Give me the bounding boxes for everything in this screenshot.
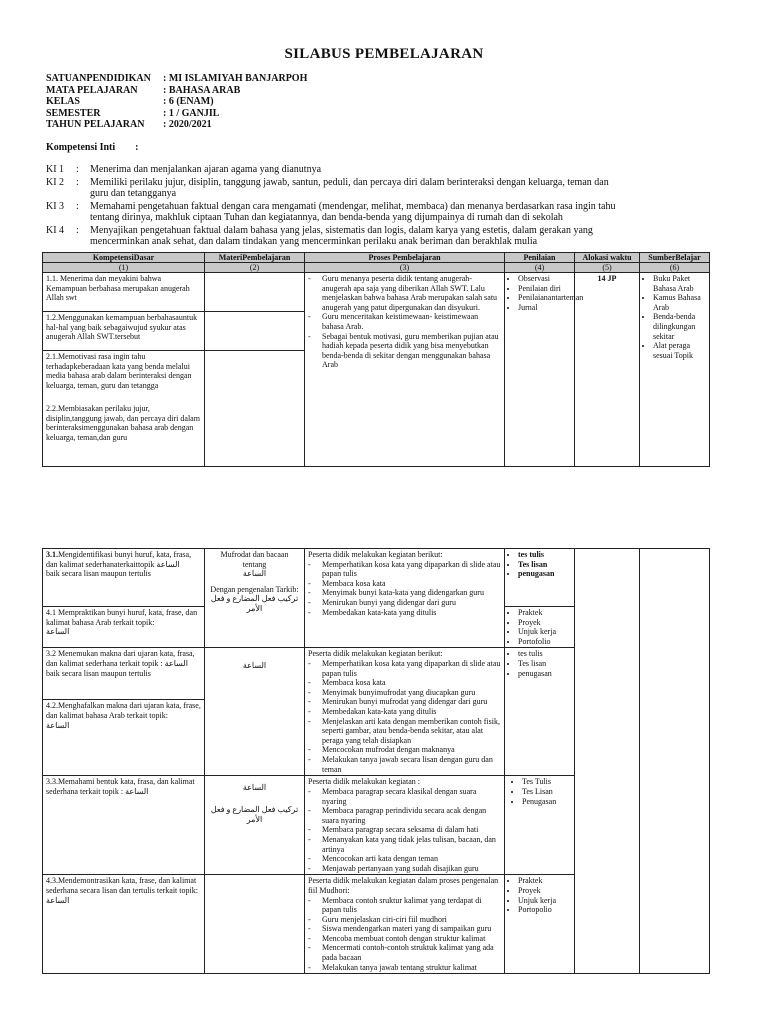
ki-number: KI 2 (46, 176, 65, 188)
identity-value: : MI ISLAMIYAH BANJARPOH (163, 73, 308, 84)
list-item: - Mencermati contoh-contoh struktuk kalimat yang ada pada bacaan (308, 943, 501, 962)
list-item: • Portopolio (518, 905, 571, 915)
ki-colon: : (76, 176, 79, 188)
ki-colon: : (76, 164, 79, 175)
column-header: KompetensiDasar (43, 253, 205, 263)
ki-number: KI 3 (46, 200, 65, 212)
kd-text: 4.3.Mendemontrasikan kata, frase, dan kalimat sederhana secara lisan dan tertulis terkait topik: (46, 876, 198, 895)
ki-text: Menyajikan pengetahuan faktual dalam bahasa yang jelas, sistematis dan logis, dalam karya yang estetis, dalam gerakan yang mencerminkan anak sehat, dan dalam tindakan yang mencerminkan perilaku anak beriman dan berakhlak mulia (90, 224, 593, 247)
ki-colon: : (76, 200, 79, 212)
list-item: • Jurnal (518, 303, 571, 313)
table-row (43, 549, 710, 607)
column-number: (6) (640, 263, 710, 273)
ki-item (46, 201, 626, 224)
ki-text: Menerima dan menjalankan ajaran agama yang dianutnya (90, 164, 322, 175)
identity-label: MATA PELAJARAN (46, 84, 138, 96)
kompetensi-inti-label: Kompetensi Inti (46, 142, 116, 153)
list-item: - Menirukan bunyi mufrodat yang didengar dari guru (308, 697, 501, 707)
identity-value: : BAHASA ARAB (163, 84, 241, 96)
table-number-row (43, 263, 710, 273)
list-item: - Membaca paragrap secara klasikal dengan suara nyaring (308, 787, 501, 806)
materi-arabic: الساعة (242, 569, 267, 579)
proses-cell (305, 549, 505, 648)
table-header-row (43, 253, 710, 263)
kd-text: 3.3.Memahami bentuk kata, frasa, dan kalimat sederhana terkait topik : (46, 777, 195, 796)
page-title: SILABUS PEMBELAJARAN (284, 46, 484, 62)
kd-arabic: الساعة (46, 895, 70, 905)
identity-label: KELAS (46, 96, 80, 108)
column-number: (2) (205, 263, 305, 273)
syllabus-table-2 (42, 548, 710, 974)
syllabus-table-1 (42, 252, 710, 467)
materi-text: Mufrodat dan bacaan tentang (220, 550, 289, 569)
materi-text: Dengan pengenalan Tarkib: (210, 584, 299, 594)
proses-cell (305, 875, 505, 974)
kd-number: 3.1. (46, 550, 58, 559)
list-item: - Menyimak bunyi kata-kata yang didengarkan guru (308, 588, 501, 598)
proses-intro: Peserta didik melakukan kegiatan berikut: (308, 649, 443, 659)
kompetensi-inti-colon: : (135, 142, 139, 153)
materi-cell (205, 648, 305, 776)
kd-item: 1.2.Menggunakan kemampuan berbahasauntuk hal-hal yang baik sebagaiwujud syukur atas anugerah Allah SWT.tersebut (43, 311, 204, 350)
proses-cell (305, 776, 505, 875)
list-item: - Guru menanya peserta didik tentang anugerah-anugerah apa saja yang diberikan Allah SWT. Lalu menjelaskan bahwa bahasa Arab merupakan salah satu anugerah yang patut dipergunakan dan disyukuri. (308, 274, 501, 312)
identity-value: : 6 (ENAM) (163, 96, 214, 108)
list-item: • tes tulis (518, 550, 571, 560)
kd-item: 2.1.Memotivasi rasa ingin tahu terhadapkeberadaan kata yang benda melalui media bahasa arab dalam berinteraksi dengan keluarga, teman, guru dan tetangga (43, 350, 204, 403)
list-item: - Menanyakan kata yang tidak jelas tulisan, bacaan, dan artinya (308, 835, 501, 854)
list-item: - Membaca paragrap secara seksama di dalam hati (308, 825, 501, 835)
list-item: - Menjawab pertanyaan yang sudah disajikan guru (308, 864, 501, 874)
materi-arabic: الساعة (242, 661, 267, 671)
list-item: • Proyek (518, 886, 571, 896)
list-item: • Tes Lisan (522, 787, 571, 797)
list-item: - Membedakan kata-kata yang ditulis (308, 707, 501, 717)
kd-tail: baik secara lisan maupun tertulis (46, 569, 151, 579)
proses-cell (305, 273, 505, 467)
list-item: - Melakukan tanya jawab tentang struktur kalimat (308, 963, 501, 973)
kd-arabic: الساعة (125, 786, 149, 796)
column-header: Proses Pembelajaran (305, 253, 505, 263)
penilaian-cell (505, 875, 575, 974)
list-item: - Guru menjelaskan ciri-ciri fiil mudhori (308, 915, 501, 925)
kd-text: Mengidentifikasi bunyi huruf, kata, frasa, dan kalimat sederhanaterkaittopik (46, 550, 192, 569)
column-header: MateriPembelajaran (205, 253, 305, 263)
identity-label: SATUANPENDIDIKAN (46, 73, 151, 84)
column-number: (4) (505, 263, 575, 273)
list-item: - Siswa mendengarkan materi yang di sampaikan guru (308, 924, 501, 934)
list-item: - Menyimak bunyimufrodat yang diucapkan guru (308, 688, 501, 698)
list-item: • tes tulis (518, 649, 571, 659)
column-header: SumberBelajar (640, 253, 710, 263)
proses-intro: Peserta didik melakukan kegiatan dalam proses pengenalan fiil Mudhori: (308, 876, 499, 895)
ki-item (46, 177, 626, 200)
list-item: • Buku Paket Bahasa Arab (653, 274, 706, 293)
column-number: (1) (43, 263, 205, 273)
list-item: • Tes Tulis (522, 777, 571, 787)
proses-cell (305, 648, 505, 776)
kd-item: 1.1. Menerima dan meyakini bahwa Kemampuan berbahasa merupakan anugerah Allah swt (46, 274, 190, 303)
penilaian-cell (505, 273, 584, 467)
list-item: - Mencocokan arti kata dengan teman (308, 854, 501, 864)
ki-text: Memahami pengetahuan faktual dengan cara mengamati (mendengar, melihat, membaca) dan menanya berdasarkan rasa ingin tahu tentang dirinya, makhluk ciptaan Tuhan dan kegiatannya, dan benda-benda yang dijumpainya di rumah dan di sekolah (90, 200, 616, 223)
ki-colon: : (76, 224, 79, 236)
list-item: • Benda-benda dilingkungan sekitar (653, 312, 706, 341)
proses-intro: Peserta didik melakukan kegiatan berikut: (308, 550, 443, 559)
alokasi-cell (575, 549, 640, 974)
penilaian-cell (505, 648, 575, 776)
ki-item (46, 225, 626, 248)
materi-cell (205, 776, 305, 875)
kd-arabic: الساعة (46, 720, 70, 730)
list-item: • Portofolio (518, 637, 571, 647)
kd-text: 4.2.Menghafalkan makna dari ujaran kata, frase, dan kalimat bahasa Arab terkait topik: (46, 701, 201, 720)
list-item: • Tes lisan (518, 659, 571, 669)
list-item: - Menirukan bunyi yang didengar dari guru (308, 598, 501, 608)
kompetensi-inti-list (46, 164, 626, 249)
kd-cell (43, 607, 205, 648)
list-item: - Menjelaskan arti kata dengan memberikan contoh fisik, seperti gambar, atau benda-benda sekitar, atau alat peraga yang telah disiapkan (308, 717, 501, 746)
sumber-cell (640, 273, 710, 467)
alokasi-cell: 14 JP (575, 273, 640, 467)
identity-block (46, 73, 307, 131)
materi-cell (205, 875, 305, 974)
kd-item: 2.2.Membiasakan perilaku jujur, disiplin,tanggung jawab, dan percaya diri dalam berinteraksimenggunakan bahasa arab dengan keluarga, teman,dan guru (46, 404, 200, 442)
kompetensi-inti-heading (46, 142, 139, 153)
list-item: • Observasi (518, 274, 571, 284)
list-item: - Sebagai bentuk motivasi, guru memberikan pujian atau hadiah kepada peserta didik yang bisa menyebutkan benda-benda di sekitar dengan menggunakan bahasa Arab (308, 332, 501, 370)
list-item: • Penugasan (522, 797, 571, 807)
kd-text: 3.2 Menemukan makna dari ujaran kata, frasa, dan kalimat sederhana terkait topik : (46, 649, 195, 668)
proses-intro: Peserta didik melakukan kegiatan : (308, 777, 420, 787)
column-number: (5) (575, 263, 640, 273)
list-item: • Penilaian diri (518, 284, 571, 294)
penilaian-cell (505, 607, 575, 648)
materi-cell (205, 549, 305, 648)
materi-arabic: الساعة (242, 783, 267, 793)
kd-arabic: الساعة (164, 658, 188, 668)
kd-cell (43, 648, 205, 700)
kd-cell (43, 875, 205, 974)
kd-arabic: الساعة (46, 627, 70, 637)
list-item: • Praktek (518, 876, 571, 886)
table-row (43, 273, 710, 467)
list-item: - Mencocokan mufrodat dengan maknanya (308, 745, 501, 755)
ki-item (46, 164, 626, 176)
list-item: - Memperhatikan kosa kata yang dipaparkan di slide atau papan tulis (308, 659, 501, 678)
kd-cell (43, 700, 205, 776)
identity-label: TAHUN PELAJARAN (46, 119, 145, 131)
kd-cell (43, 776, 205, 875)
list-item: - Membaca kosa kata (308, 579, 501, 589)
list-item: • Praktek (518, 608, 571, 618)
list-item: - Membedakan kata-kata yang ditulis (308, 608, 501, 618)
list-item: - Melakukan tanya jawab secara lisan dengan guru dan teman (308, 755, 501, 774)
list-item: - Membaca kosa kata (308, 678, 501, 688)
kd-cell (43, 549, 205, 607)
list-item: • Proyek (518, 618, 571, 628)
ki-number: KI 1 (46, 164, 65, 175)
list-item: - Guru menceritakan keistimewaan- keistimewaan bahasa Arab. (308, 312, 501, 331)
sumber-cell (640, 549, 710, 974)
kd-cell (43, 273, 205, 467)
kd-arabic: الساعة (156, 559, 180, 569)
kd-text: 4.1 Mempraktikan bunyi huruf, kata, frase, dan kalimat bahasa Arab terkait topik: (46, 608, 198, 627)
ki-number: KI 4 (46, 224, 65, 236)
list-item: • Unjuk kerja (518, 896, 571, 906)
kd-tail: baik secara lisan maupun tertulis (46, 668, 151, 678)
materi-arabic: تركيب فعل المضارع و فعل الأمر (210, 804, 299, 824)
list-item: • Unjuk kerja (518, 627, 571, 637)
materi-cell (205, 273, 305, 467)
list-item: • Alat peraga sesuai Topik (653, 341, 706, 360)
identity-value: : 1 / GANJIL (163, 107, 220, 119)
penilaian-cell (505, 549, 575, 607)
list-item: • Kamus Bahasa Arab (653, 293, 706, 312)
column-header: Alokasi waktu (575, 253, 640, 263)
list-item: - Mencoba membuat contoh dengan struktur kalimat (308, 934, 501, 944)
list-item: - Membaca paragrap perindividu secara acak dengan suara nyaring (308, 806, 501, 825)
list-item: - Membaca contoh sruktur kalimat yang terdapat di papan tulis (308, 896, 501, 915)
list-item: • Penilaianantarteman (518, 293, 571, 303)
identity-value: : 2020/2021 (163, 119, 212, 131)
list-item: • penugasan (518, 569, 571, 579)
column-number: (3) (305, 263, 505, 273)
identity-label: SEMESTER (46, 107, 101, 119)
materi-arabic: تركيب فعل المضارع و فعل الأمر (210, 594, 299, 613)
list-item: • penugasan (518, 669, 571, 679)
penilaian-cell (505, 776, 575, 875)
list-item: • Tes lisan (518, 560, 571, 570)
list-item: - Memperhatikan kosa kata yang dipaparkan di slide atau papan tulis (308, 560, 501, 579)
column-header: Penilaian (505, 253, 575, 263)
ki-text: Memiliki perilaku jujur, disiplin, tanggung jawab, santun, peduli, dan percaya diri dalam berinteraksi dengan keluarga, teman dan guru dan tetangganya (90, 176, 609, 199)
